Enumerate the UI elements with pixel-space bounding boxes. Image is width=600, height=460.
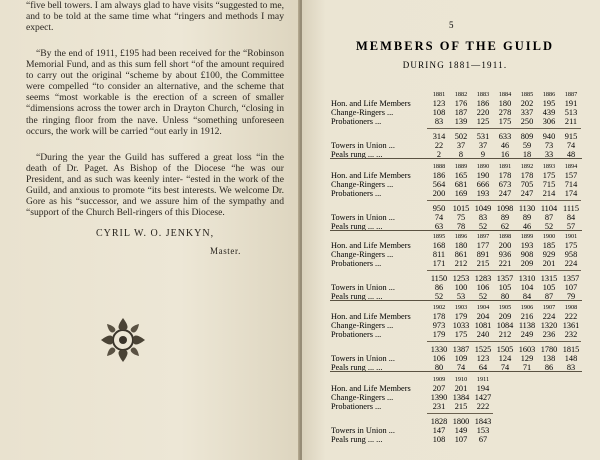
value-cell: 681 bbox=[454, 180, 468, 189]
value-cell: 84 bbox=[522, 292, 532, 301]
value-cell: 153 bbox=[476, 426, 490, 435]
block-divider bbox=[330, 230, 582, 231]
value-cell: 200 bbox=[498, 241, 512, 250]
year-cell: 1882 bbox=[454, 91, 468, 98]
value-cell: 87 bbox=[544, 213, 554, 222]
value-cell: 179 bbox=[432, 330, 446, 339]
value-cell: 64 bbox=[478, 363, 488, 372]
row-label: Probationers ... bbox=[331, 259, 382, 268]
year-cell: 1904 bbox=[476, 304, 490, 311]
subtotal-rule bbox=[427, 128, 581, 129]
value-cell: 123 bbox=[432, 99, 446, 108]
year-cell: 1900 bbox=[542, 233, 556, 240]
year-cell: 1898 bbox=[498, 233, 512, 240]
value-cell: 157 bbox=[564, 171, 578, 180]
paragraph-2: “By the end of 1911, £195 had been received for the “Robinson Memorial Fund, and as this sum fell short “of the amount required to carry out the original “scheme by about £100, the Committee were compelled “to consider an alternative, and the scheme that seems “most workable is the erection of a screen of smaller “dimensions across the tower arch in Drayton Church, “closing in the ringing floor from the nave. Unless “something unforeseen occurs, the work will be carried “out early in 1912. bbox=[26, 48, 284, 137]
value-cell: 216 bbox=[520, 312, 534, 321]
value-cell: 1427 bbox=[474, 393, 492, 402]
row-label: Peals rung ... ... bbox=[331, 222, 383, 231]
value-cell: 194 bbox=[476, 384, 490, 393]
year-cell: 1883 bbox=[476, 91, 490, 98]
page-number: 5 bbox=[449, 20, 454, 30]
year-cell: 1892 bbox=[520, 163, 534, 170]
value-cell: 83 bbox=[478, 213, 488, 222]
value-cell: 1138 bbox=[518, 321, 536, 330]
value-cell: 1315 bbox=[540, 274, 558, 283]
value-cell: 59 bbox=[522, 141, 532, 150]
value-cell: 1357 bbox=[562, 274, 580, 283]
value-cell: 74 bbox=[566, 141, 576, 150]
value-cell: 940 bbox=[542, 132, 556, 141]
signature-role: Master. bbox=[210, 246, 241, 256]
row-label: Probationers ... bbox=[331, 189, 382, 198]
value-cell: 67 bbox=[478, 435, 488, 444]
value-cell: 224 bbox=[564, 259, 578, 268]
year-cell: 1894 bbox=[564, 163, 578, 170]
value-cell: 84 bbox=[566, 213, 576, 222]
year-cell: 1881 bbox=[432, 91, 446, 98]
value-cell: 174 bbox=[564, 189, 578, 198]
value-cell: 673 bbox=[498, 180, 512, 189]
value-cell: 175 bbox=[498, 117, 512, 126]
value-cell: 86 bbox=[434, 283, 444, 292]
value-cell: 168 bbox=[432, 241, 446, 250]
value-cell: 1525 bbox=[474, 345, 492, 354]
value-cell: 105 bbox=[542, 283, 556, 292]
value-cell: 178 bbox=[498, 171, 512, 180]
value-cell: 125 bbox=[476, 117, 490, 126]
value-cell: 973 bbox=[432, 321, 446, 330]
row-label: Change-Ringers ... bbox=[331, 393, 394, 402]
value-cell: 209 bbox=[520, 259, 534, 268]
value-cell: 89 bbox=[522, 213, 532, 222]
value-cell: 80 bbox=[434, 363, 444, 372]
value-cell: 531 bbox=[476, 132, 490, 141]
value-cell: 73 bbox=[544, 141, 554, 150]
row-label: Peals rung ... ... bbox=[331, 292, 383, 301]
year-cell: 1890 bbox=[476, 163, 490, 170]
value-cell: 149 bbox=[454, 426, 468, 435]
value-cell: 715 bbox=[542, 180, 556, 189]
value-cell: 100 bbox=[454, 283, 468, 292]
value-cell: 175 bbox=[542, 171, 556, 180]
value-cell: 249 bbox=[520, 330, 534, 339]
page-subtitle: DURING 1881—1911. bbox=[402, 60, 508, 70]
value-cell: 314 bbox=[432, 132, 446, 141]
value-cell: 52 bbox=[478, 292, 488, 301]
value-cell: 177 bbox=[476, 241, 490, 250]
value-cell: 1800 bbox=[452, 417, 470, 426]
value-cell: 201 bbox=[454, 384, 468, 393]
value-cell: 52 bbox=[434, 292, 444, 301]
year-cell: 1897 bbox=[476, 233, 490, 240]
year-cell: 1887 bbox=[564, 91, 578, 98]
value-cell: 2 bbox=[436, 150, 442, 159]
value-cell: 211 bbox=[564, 117, 578, 126]
value-cell: 107 bbox=[564, 283, 578, 292]
value-cell: 278 bbox=[498, 108, 512, 117]
value-cell: 1015 bbox=[452, 204, 470, 213]
value-cell: 247 bbox=[498, 189, 512, 198]
value-cell: 215 bbox=[454, 402, 468, 411]
value-cell: 37 bbox=[478, 141, 488, 150]
subtotal-rule bbox=[427, 413, 493, 414]
value-cell: 1081 bbox=[474, 321, 492, 330]
value-cell: 236 bbox=[542, 330, 556, 339]
value-cell: 193 bbox=[520, 241, 534, 250]
year-cell: 1889 bbox=[454, 163, 468, 170]
value-cell: 33 bbox=[544, 150, 554, 159]
row-label: Hon. and Life Members bbox=[331, 99, 411, 108]
value-cell: 908 bbox=[520, 250, 534, 259]
value-cell: 187 bbox=[454, 108, 468, 117]
value-cell: 212 bbox=[498, 330, 512, 339]
value-cell: 179 bbox=[454, 312, 468, 321]
value-cell: 201 bbox=[542, 259, 556, 268]
value-cell: 37 bbox=[456, 141, 466, 150]
value-cell: 107 bbox=[454, 435, 468, 444]
year-cell: 1893 bbox=[542, 163, 556, 170]
value-cell: 200 bbox=[432, 189, 446, 198]
value-cell: 109 bbox=[454, 354, 468, 363]
value-cell: 222 bbox=[564, 312, 578, 321]
year-cell: 1903 bbox=[454, 304, 468, 311]
value-cell: 169 bbox=[454, 189, 468, 198]
value-cell: 1387 bbox=[452, 345, 470, 354]
value-cell: 1320 bbox=[540, 321, 558, 330]
value-cell: 176 bbox=[454, 99, 468, 108]
value-cell: 1390 bbox=[430, 393, 448, 402]
value-cell: 439 bbox=[542, 108, 556, 117]
value-cell: 74 bbox=[456, 363, 466, 372]
value-cell: 178 bbox=[432, 312, 446, 321]
year-cell: 1891 bbox=[498, 163, 512, 170]
value-cell: 202 bbox=[520, 99, 534, 108]
value-cell: 247 bbox=[520, 189, 534, 198]
value-cell: 108 bbox=[432, 435, 446, 444]
value-cell: 18 bbox=[522, 150, 532, 159]
value-cell: 705 bbox=[520, 180, 534, 189]
value-cell: 915 bbox=[564, 132, 578, 141]
value-cell: 214 bbox=[542, 189, 556, 198]
value-cell: 22 bbox=[434, 141, 444, 150]
value-cell: 221 bbox=[498, 259, 512, 268]
paragraph-3: “During the year the Guild has suffered a great loss “in the death of Dr. Paget. As Bishop of the Diocese “he was our President, and as such was keenly inter- “ested in the work of the Guild, and anxious to promote “its best interests. We welcome Dr. Gore as his “successor, and we assure him of the sympathy and “support of the Church Bell-ringers of this Diocese. bbox=[26, 152, 284, 219]
value-cell: 1130 bbox=[518, 204, 536, 213]
value-cell: 215 bbox=[476, 259, 490, 268]
value-cell: 87 bbox=[544, 292, 554, 301]
value-cell: 306 bbox=[542, 117, 556, 126]
value-cell: 71 bbox=[522, 363, 532, 372]
value-cell: 52 bbox=[478, 222, 488, 231]
value-cell: 1828 bbox=[430, 417, 448, 426]
year-cell: 1899 bbox=[520, 233, 534, 240]
block-divider bbox=[330, 300, 582, 301]
value-cell: 1049 bbox=[474, 204, 492, 213]
value-cell: 222 bbox=[476, 402, 490, 411]
row-label: Towers in Union ... bbox=[331, 283, 395, 292]
year-cell: 1895 bbox=[432, 233, 446, 240]
value-cell: 861 bbox=[454, 250, 468, 259]
row-label: Hon. and Life Members bbox=[331, 171, 411, 180]
year-cell: 1909 bbox=[432, 376, 446, 383]
value-cell: 83 bbox=[434, 117, 444, 126]
value-cell: 124 bbox=[498, 354, 512, 363]
row-label: Towers in Union ... bbox=[331, 141, 395, 150]
value-cell: 714 bbox=[564, 180, 578, 189]
year-cell: 1905 bbox=[498, 304, 512, 311]
value-cell: 62 bbox=[500, 222, 510, 231]
value-cell: 633 bbox=[498, 132, 512, 141]
value-cell: 83 bbox=[566, 363, 576, 372]
subtotal-rule bbox=[427, 270, 581, 271]
value-cell: 186 bbox=[476, 99, 490, 108]
value-cell: 1104 bbox=[540, 204, 558, 213]
value-cell: 74 bbox=[434, 213, 444, 222]
value-cell: 165 bbox=[454, 171, 468, 180]
value-cell: 337 bbox=[520, 108, 534, 117]
signature-name: CYRIL W. O. JENKYN, bbox=[96, 228, 215, 239]
value-cell: 224 bbox=[542, 312, 556, 321]
row-label: Towers in Union ... bbox=[331, 354, 395, 363]
value-cell: 1033 bbox=[452, 321, 470, 330]
value-cell: 75 bbox=[456, 213, 466, 222]
value-cell: 232 bbox=[564, 330, 578, 339]
row-label: Change-Ringers ... bbox=[331, 108, 394, 117]
value-cell: 46 bbox=[500, 141, 510, 150]
year-cell: 1885 bbox=[520, 91, 534, 98]
value-cell: 86 bbox=[544, 363, 554, 372]
value-cell: 123 bbox=[476, 354, 490, 363]
value-cell: 1084 bbox=[496, 321, 514, 330]
value-cell: 209 bbox=[498, 312, 512, 321]
value-cell: 1780 bbox=[540, 345, 558, 354]
value-cell: 57 bbox=[566, 222, 576, 231]
value-cell: 950 bbox=[432, 204, 446, 213]
value-cell: 80 bbox=[500, 292, 510, 301]
value-cell: 9 bbox=[480, 150, 486, 159]
subtotal-rule bbox=[427, 341, 581, 342]
year-cell: 1906 bbox=[520, 304, 534, 311]
value-cell: 16 bbox=[500, 150, 510, 159]
year-cell: 1886 bbox=[542, 91, 556, 98]
value-cell: 513 bbox=[564, 108, 578, 117]
value-cell: 8 bbox=[458, 150, 464, 159]
year-cell: 1896 bbox=[454, 233, 468, 240]
value-cell: 666 bbox=[476, 180, 490, 189]
value-cell: 220 bbox=[476, 108, 490, 117]
value-cell: 1505 bbox=[496, 345, 514, 354]
row-label: Change-Ringers ... bbox=[331, 250, 394, 259]
value-cell: 936 bbox=[498, 250, 512, 259]
value-cell: 63 bbox=[434, 222, 444, 231]
row-label: Probationers ... bbox=[331, 330, 382, 339]
value-cell: 193 bbox=[476, 189, 490, 198]
value-cell: 250 bbox=[520, 117, 534, 126]
value-cell: 929 bbox=[542, 250, 556, 259]
row-label: Probationers ... bbox=[331, 402, 382, 411]
subtotal-rule bbox=[427, 200, 581, 201]
value-cell: 178 bbox=[520, 171, 534, 180]
year-cell: 1911 bbox=[476, 376, 490, 383]
value-cell: 1815 bbox=[562, 345, 580, 354]
value-cell: 106 bbox=[432, 354, 446, 363]
value-cell: 204 bbox=[476, 312, 490, 321]
value-cell: 139 bbox=[454, 117, 468, 126]
value-cell: 52 bbox=[544, 222, 554, 231]
row-label: Change-Ringers ... bbox=[331, 180, 394, 189]
value-cell: 212 bbox=[454, 259, 468, 268]
row-label: Hon. and Life Members bbox=[331, 312, 411, 321]
paragraph-1: “five bell towers. I am always glad to have visits “suggested to me, and to be told at the same time what “ringers and methods I may expect. bbox=[26, 0, 284, 34]
value-cell: 129 bbox=[520, 354, 534, 363]
value-cell: 191 bbox=[564, 99, 578, 108]
value-cell: 53 bbox=[456, 292, 466, 301]
value-cell: 1384 bbox=[452, 393, 470, 402]
value-cell: 105 bbox=[498, 283, 512, 292]
row-label: Towers in Union ... bbox=[331, 426, 395, 435]
page-title: MEMBERS OF THE GUILD bbox=[355, 39, 554, 53]
year-cell: 1888 bbox=[432, 163, 446, 170]
value-cell: 171 bbox=[432, 259, 446, 268]
value-cell: 1253 bbox=[452, 274, 470, 283]
value-cell: 106 bbox=[476, 283, 490, 292]
value-cell: 891 bbox=[476, 250, 490, 259]
value-cell: 138 bbox=[542, 354, 556, 363]
row-label: Hon. and Life Members bbox=[331, 384, 411, 393]
row-label: Peals rung ... ... bbox=[331, 363, 383, 372]
year-cell: 1901 bbox=[564, 233, 578, 240]
floral-ornament-icon bbox=[97, 314, 149, 366]
row-label: Hon. and Life Members bbox=[331, 241, 411, 250]
value-cell: 502 bbox=[454, 132, 468, 141]
value-cell: 175 bbox=[564, 241, 578, 250]
block-divider bbox=[330, 371, 582, 372]
value-cell: 1330 bbox=[430, 345, 448, 354]
value-cell: 79 bbox=[566, 292, 576, 301]
year-cell: 1884 bbox=[498, 91, 512, 98]
value-cell: 104 bbox=[520, 283, 534, 292]
row-label: Probationers ... bbox=[331, 117, 382, 126]
value-cell: 48 bbox=[566, 150, 576, 159]
value-cell: 958 bbox=[564, 250, 578, 259]
row-label: Peals rung ... ... bbox=[331, 150, 383, 159]
value-cell: 1150 bbox=[430, 274, 448, 283]
value-cell: 185 bbox=[542, 241, 556, 250]
value-cell: 46 bbox=[522, 222, 532, 231]
value-cell: 240 bbox=[476, 330, 490, 339]
value-cell: 811 bbox=[432, 250, 446, 259]
value-cell: 1603 bbox=[518, 345, 536, 354]
value-cell: 1357 bbox=[496, 274, 514, 283]
value-cell: 564 bbox=[432, 180, 446, 189]
value-cell: 1843 bbox=[474, 417, 492, 426]
row-label: Peals rung ... ... bbox=[331, 435, 383, 444]
value-cell: 74 bbox=[500, 363, 510, 372]
value-cell: 1283 bbox=[474, 274, 492, 283]
year-cell: 1907 bbox=[542, 304, 556, 311]
value-cell: 1361 bbox=[562, 321, 580, 330]
year-cell: 1908 bbox=[564, 304, 578, 311]
value-cell: 195 bbox=[542, 99, 556, 108]
value-cell: 108 bbox=[432, 108, 446, 117]
block-divider bbox=[330, 158, 582, 159]
year-cell: 1910 bbox=[454, 376, 468, 383]
value-cell: 190 bbox=[476, 171, 490, 180]
value-cell: 175 bbox=[454, 330, 468, 339]
value-cell: 78 bbox=[456, 222, 466, 231]
year-cell: 1902 bbox=[432, 304, 446, 311]
value-cell: 207 bbox=[432, 384, 446, 393]
value-cell: 809 bbox=[520, 132, 534, 141]
value-cell: 186 bbox=[432, 171, 446, 180]
value-cell: 147 bbox=[432, 426, 446, 435]
row-label: Change-Ringers ... bbox=[331, 321, 394, 330]
value-cell: 1098 bbox=[496, 204, 514, 213]
value-cell: 231 bbox=[432, 402, 446, 411]
row-label: Towers in Union ... bbox=[331, 213, 395, 222]
value-cell: 1115 bbox=[563, 204, 579, 213]
value-cell: 180 bbox=[498, 99, 512, 108]
value-cell: 148 bbox=[564, 354, 578, 363]
value-cell: 180 bbox=[454, 241, 468, 250]
value-cell: 89 bbox=[500, 213, 510, 222]
value-cell: 1310 bbox=[518, 274, 536, 283]
